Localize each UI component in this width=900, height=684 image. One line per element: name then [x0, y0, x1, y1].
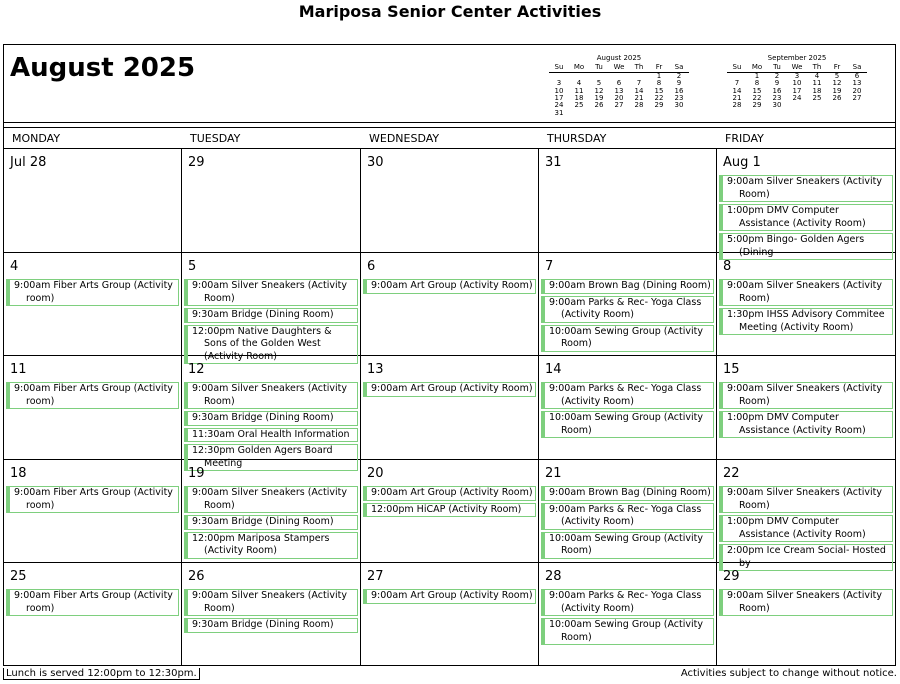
calendar-event[interactable]: [6, 589, 179, 616]
event-text: 1:00pm DMV Computer Assistance (Activity Room): [727, 205, 866, 229]
calendar-event[interactable]: [184, 515, 358, 530]
weekday-header-friday: FRIDAY: [725, 132, 764, 145]
event-text: 12:00pm HiCAP (Activity Room): [371, 503, 522, 515]
mini-day: [589, 110, 609, 117]
event-list: [184, 279, 358, 366]
event-text: 9:00am Parks & Rec- Yoga Class (Activity Room): [549, 590, 702, 614]
event-text: 9:00am Fiber Arts Group (Activity room): [14, 280, 173, 304]
event-list: [541, 486, 714, 561]
calendar-event[interactable]: [719, 382, 893, 409]
calendar-event[interactable]: [6, 486, 179, 513]
mini-day: 2: [774, 71, 780, 80]
mini-day: 13: [614, 86, 624, 95]
calendar-event[interactable]: [719, 204, 893, 231]
calendar: [3, 44, 896, 666]
mini-day: [669, 110, 689, 117]
calendar-event[interactable]: [541, 325, 714, 352]
event-text: 9:00am Parks & Rec- Yoga Class (Activity Room): [549, 296, 702, 320]
day-number: 12: [188, 362, 205, 377]
calendar-grid: [4, 149, 895, 665]
mini-day: [807, 102, 827, 109]
day-number: 25: [10, 569, 27, 584]
mini-weekday-label: Su: [727, 64, 747, 72]
weekday-header-thursday: THURSDAY: [547, 132, 607, 145]
event-text: 9:30am Bridge (Dining Room): [192, 309, 334, 320]
event-text: 9:00am Silver Sneakers (Activity Room): [192, 383, 347, 407]
mini-weekday-label: Th: [807, 64, 827, 72]
mini-day: 7: [734, 79, 740, 88]
page-title: Mariposa Senior Center Activities: [298, 2, 602, 21]
mini-day: 11: [574, 86, 584, 95]
mini-day: [649, 110, 669, 117]
calendar-event[interactable]: [719, 175, 893, 202]
mini-day: 26: [594, 101, 604, 110]
mini-weekday-label: Mo: [747, 64, 767, 72]
day-cell[interactable]: [361, 563, 539, 665]
day-number: 30: [367, 155, 384, 170]
event-list: [363, 486, 536, 519]
event-text: 10:00am Sewing Group (Activity Room): [549, 325, 704, 349]
mini-day: 23: [772, 94, 782, 103]
mini-weekday-label: Fr: [649, 64, 669, 72]
event-text: 9:00am Parks & Rec- Yoga Class (Activity Room): [549, 383, 702, 407]
event-text: 12:00pm Native Daughters & Sons of the Golden West (Activity Room): [192, 325, 332, 362]
calendar-event[interactable]: [184, 618, 358, 633]
event-text: 9:00am Silver Sneakers (Activity Room): [727, 176, 882, 200]
event-list: [363, 382, 536, 399]
calendar-event[interactable]: [719, 308, 893, 335]
mini-day: [569, 110, 589, 117]
day-number: 15: [723, 362, 740, 377]
calendar-event[interactable]: [184, 486, 358, 513]
mini-weekday-label: Fr: [827, 64, 847, 72]
mini-day: 3: [556, 79, 562, 88]
event-text: 9:00am Art Group (Activity Room): [371, 280, 533, 291]
calendar-event[interactable]: [541, 296, 714, 323]
event-text: 9:00am Brown Bag (Dining Room): [549, 280, 711, 291]
event-text: 9:00am Fiber Arts Group (Activity room): [14, 590, 173, 614]
mini-weekday-label: Sa: [847, 64, 867, 72]
mini-day: 20: [614, 94, 624, 103]
mini-day: 2: [676, 71, 682, 80]
day-cell[interactable]: [539, 356, 717, 460]
day-cell[interactable]: [717, 356, 895, 460]
day-cell[interactable]: [4, 356, 182, 460]
mini-day: 3: [794, 71, 800, 80]
mini-day: [629, 110, 649, 117]
mini-weekday-label: Sa: [669, 64, 689, 72]
mini-day: 20: [852, 86, 862, 95]
day-number: 6: [367, 259, 376, 274]
calendar-header: [4, 45, 895, 123]
mini-day: 15: [752, 86, 762, 95]
day-cell[interactable]: [539, 253, 717, 356]
mini-day: 28: [732, 101, 742, 110]
day-cell[interactable]: [361, 253, 539, 356]
mini-day: 11: [812, 79, 822, 88]
event-list: [184, 589, 358, 635]
mini-day: 10: [554, 86, 564, 95]
mini-day: 25: [574, 101, 584, 110]
mini-weekday-label: We: [787, 64, 807, 72]
mini-day: 8: [754, 79, 760, 88]
mini-day: 16: [772, 86, 782, 95]
event-text: 5:00pm Bingo- Golden Agers (Dining: [727, 234, 865, 258]
calendar-event[interactable]: [541, 411, 714, 438]
event-text: 9:00am Art Group (Activity Room): [371, 383, 533, 394]
event-text: 9:00am Fiber Arts Group (Activity room): [14, 487, 173, 511]
event-text: 9:00am Silver Sneakers (Activity Room): [727, 590, 882, 614]
day-cell[interactable]: [717, 149, 895, 258]
mini-calendar: [549, 55, 689, 117]
mini-weekday-label: Tu: [589, 64, 609, 72]
calendar-event[interactable]: [363, 486, 536, 501]
day-number: 29: [723, 569, 740, 584]
day-cell[interactable]: [4, 149, 182, 253]
day-number: 20: [367, 466, 384, 481]
event-text: 1:30pm IHSS Advisory Commitee Meeting (Activity Room): [727, 309, 885, 333]
mini-day: 19: [832, 86, 842, 95]
mini-day: 4: [814, 71, 820, 80]
day-number: 29: [188, 155, 205, 170]
day-cell[interactable]: [717, 253, 895, 356]
mini-day: 27: [614, 101, 624, 110]
mini-calendar: [727, 55, 867, 110]
calendar-event[interactable]: [541, 279, 714, 294]
mini-day: 30: [772, 101, 782, 110]
calendar-event[interactable]: [184, 428, 358, 443]
day-cell[interactable]: [717, 563, 895, 665]
mini-day: 27: [852, 94, 862, 103]
mini-day: 18: [574, 94, 584, 103]
mini-day: 6: [616, 79, 622, 88]
day-cell[interactable]: [717, 460, 895, 569]
event-text: 9:00am Parks & Rec- Yoga Class (Activity Room): [549, 503, 702, 527]
event-list: [719, 279, 893, 337]
day-number: 27: [367, 569, 384, 584]
calendar-event[interactable]: [719, 279, 893, 306]
calendar-event[interactable]: [184, 589, 358, 616]
event-list: [541, 279, 714, 354]
mini-day: 14: [634, 86, 644, 95]
weekday-header-wednesday: WEDNESDAY: [369, 132, 440, 145]
mini-day: 8: [656, 79, 662, 88]
event-text: 12:30pm Golden Agers Board Meeting: [192, 445, 333, 469]
mini-day: 22: [654, 94, 664, 103]
mini-day: 26: [832, 94, 842, 103]
event-text: 9:00am Silver Sneakers (Activity Room): [192, 280, 347, 304]
calendar-event[interactable]: [363, 589, 536, 604]
mini-day: 17: [554, 94, 564, 103]
mini-weekday-label: Su: [549, 64, 569, 72]
event-text: 1:00pm DMV Computer Assistance (Activity Room): [727, 516, 866, 540]
mini-day: [609, 110, 629, 117]
day-number: 5: [188, 259, 197, 274]
event-text: 9:00am Silver Sneakers (Activity Room): [192, 487, 347, 511]
event-text: 9:00am Silver Sneakers (Activity Room): [727, 383, 882, 407]
event-text: 10:00am Sewing Group (Activity Room): [549, 532, 704, 556]
day-cell[interactable]: [4, 460, 182, 563]
mini-day: [827, 102, 847, 109]
day-number: 11: [10, 362, 27, 377]
mini-day: 24: [792, 94, 802, 103]
mini-weekday-label: Mo: [569, 64, 589, 72]
calendar-event[interactable]: [719, 515, 893, 542]
calendar-event[interactable]: [541, 618, 714, 645]
day-number: 4: [10, 259, 19, 274]
event-text: 9:30am Bridge (Dining Room): [192, 412, 334, 423]
day-number: Jul 28: [10, 155, 47, 170]
calendar-event[interactable]: [184, 532, 358, 559]
day-cell[interactable]: [4, 563, 182, 665]
mini-day: 22: [752, 94, 762, 103]
event-text: 9:00am Fiber Arts Group (Activity room): [14, 383, 173, 407]
mini-weekday-label: We: [609, 64, 629, 72]
day-number: 19: [188, 466, 205, 481]
calendar-event[interactable]: [184, 382, 358, 409]
calendar-event[interactable]: [363, 279, 536, 294]
mini-day: 1: [656, 71, 662, 80]
event-text: 10:00am Sewing Group (Activity Room): [549, 619, 704, 643]
calendar-event[interactable]: [184, 279, 358, 306]
event-list: [6, 589, 179, 618]
day-cell[interactable]: [4, 253, 182, 356]
mini-day: 4: [576, 79, 582, 88]
calendar-event[interactable]: [363, 503, 536, 518]
mini-day: 30: [674, 101, 684, 110]
mini-day: 18: [812, 86, 822, 95]
day-cell[interactable]: [182, 356, 361, 469]
day-number: 22: [723, 466, 740, 481]
event-list: [6, 486, 179, 515]
mini-day: 12: [832, 79, 842, 88]
day-cell[interactable]: [182, 149, 361, 253]
mini-day: 21: [634, 94, 644, 103]
event-list: [541, 382, 714, 440]
event-text: 9:00am Silver Sneakers (Activity Room): [727, 487, 882, 511]
mini-day: 28: [634, 101, 644, 110]
lunch-note: Lunch is served 12:00pm to 12:30pm.: [3, 668, 200, 680]
day-number: 13: [367, 362, 384, 377]
mini-day: 7: [636, 79, 642, 88]
mini-day: 5: [596, 79, 602, 88]
day-number: 21: [545, 466, 562, 481]
calendar-event[interactable]: [6, 382, 179, 409]
mini-day: [787, 102, 807, 109]
day-cell[interactable]: [539, 563, 717, 665]
event-list: [719, 175, 893, 262]
mini-day: 6: [854, 71, 860, 80]
day-number: 26: [188, 569, 205, 584]
day-number: 31: [545, 155, 562, 170]
day-number: 8: [723, 259, 732, 274]
event-list: [6, 279, 179, 308]
day-cell[interactable]: [361, 149, 539, 253]
day-cell[interactable]: [182, 563, 361, 665]
mini-day: 14: [732, 86, 742, 95]
mini-day: 29: [752, 101, 762, 110]
event-list: [719, 382, 893, 440]
weekday-header-row: [4, 127, 895, 149]
mini-day: 13: [852, 79, 862, 88]
mini-day: 12: [594, 86, 604, 95]
event-text: 9:00am Art Group (Activity Room): [371, 487, 533, 498]
day-cell[interactable]: [539, 149, 717, 253]
event-text: 9:00am Silver Sneakers (Activity Room): [727, 280, 882, 304]
event-list: [6, 382, 179, 411]
day-number: 18: [10, 466, 27, 481]
day-number: 14: [545, 362, 562, 377]
event-text: 1:00pm DMV Computer Assistance (Activity Room): [727, 412, 866, 436]
event-text: 9:00am Art Group (Activity Room): [371, 590, 533, 601]
day-cell[interactable]: [361, 460, 539, 563]
mini-calendar-title: September 2025: [767, 54, 827, 62]
mini-day: [847, 102, 867, 109]
calendar-event[interactable]: [719, 589, 893, 616]
calendar-event[interactable]: [541, 532, 714, 559]
mini-day: 23: [674, 94, 684, 103]
calendar-event[interactable]: [541, 503, 714, 530]
mini-day: 21: [732, 94, 742, 103]
mini-day: 9: [676, 79, 682, 88]
event-text: 9:00am Brown Bag (Dining Room): [549, 487, 711, 498]
mini-calendar-title: August 2025: [596, 54, 642, 62]
event-text: 9:30am Bridge (Dining Room): [192, 619, 334, 630]
mini-day: 15: [654, 86, 664, 95]
day-cell[interactable]: [182, 253, 361, 362]
event-list: [719, 486, 893, 573]
calendar-event[interactable]: [184, 308, 358, 323]
mini-day: 9: [774, 79, 780, 88]
event-list: [363, 589, 536, 606]
event-list: [541, 589, 714, 647]
event-text: 9:30am Bridge (Dining Room): [192, 516, 334, 527]
mini-day: 5: [834, 71, 840, 80]
weekday-header-tuesday: TUESDAY: [190, 132, 241, 145]
calendar-event[interactable]: [719, 486, 893, 513]
day-number: Aug 1: [723, 155, 761, 170]
mini-day: 17: [792, 86, 802, 95]
event-list: [184, 486, 358, 561]
mini-weekday-label: Tu: [767, 64, 787, 72]
mini-day: 16: [674, 86, 684, 95]
calendar-event[interactable]: [719, 411, 893, 438]
change-notice: Activities subject to change without notice.: [680, 668, 897, 679]
day-cell[interactable]: [182, 460, 361, 563]
calendar-event[interactable]: [184, 411, 358, 426]
month-title: August 2025: [10, 53, 196, 83]
calendar-event[interactable]: [363, 382, 536, 397]
event-list: [719, 589, 893, 618]
day-cell[interactable]: [361, 356, 539, 460]
mini-day: 24: [554, 101, 564, 110]
mini-day: 29: [654, 101, 664, 110]
mini-day: 25: [812, 94, 822, 103]
day-number: 7: [545, 259, 554, 274]
day-number: 28: [545, 569, 562, 584]
calendar-event[interactable]: [6, 279, 179, 306]
weekday-header-monday: MONDAY: [12, 132, 61, 145]
event-text: 9:00am Silver Sneakers (Activity Room): [192, 590, 347, 614]
day-cell[interactable]: [539, 460, 717, 563]
event-list: [363, 279, 536, 296]
event-text: 12:00pm Mariposa Stampers (Activity Room): [192, 532, 330, 556]
mini-day: 31: [554, 108, 564, 117]
event-text: 10:00am Sewing Group (Activity Room): [549, 412, 704, 436]
calendar-event[interactable]: [541, 382, 714, 409]
mini-day: 1: [754, 71, 760, 80]
event-text: 11:30am Oral Health Information: [192, 428, 350, 440]
mini-weekday-label: Th: [629, 64, 649, 72]
calendar-event[interactable]: [541, 589, 714, 616]
mini-day: 19: [594, 94, 604, 103]
event-text: 2:00pm Ice Cream Social- Hosted by: [727, 545, 886, 569]
calendar-event[interactable]: [541, 486, 714, 501]
mini-day: 10: [792, 79, 802, 88]
